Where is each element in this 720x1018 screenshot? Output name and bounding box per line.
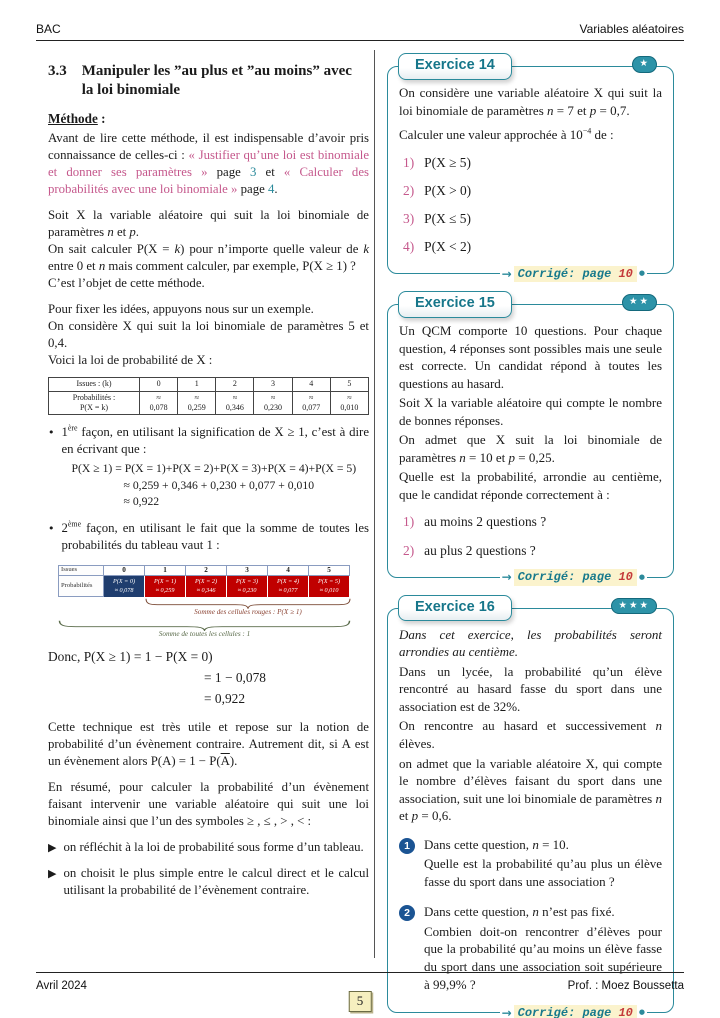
- section-heading: [48, 62, 369, 100]
- arrow-item-2: ▶ on choisit le plus simple entre le calcul direct et le calcul utilisant la probabilité de l’évènement contraire.: [48, 865, 369, 899]
- question-item-1: 1 Dans cette question, n = 10. Quelle est la probabilité qu’au plus un élève fasse du sport dans une association ?: [399, 836, 662, 893]
- exercise-15-title: Exercice 15: [398, 291, 512, 318]
- question-item: 1) au moins 2 questions ?: [403, 514, 547, 530]
- difficulty-stars-icon: ★★★: [611, 598, 657, 615]
- table-row: [49, 391, 369, 415]
- leader-line: [647, 577, 661, 578]
- probability-diagram: [58, 565, 351, 640]
- exercise-16-title: Exercice 16: [398, 595, 512, 622]
- page-footer: [36, 972, 684, 992]
- diagram-cell-blue: P(X = 0) ≈ 0,078: [104, 576, 145, 597]
- table-cell: 2: [216, 378, 254, 391]
- diagram-cell-red: P(X = 2) ≈ 0,346: [186, 576, 227, 597]
- left-column: [48, 50, 369, 958]
- bullet-icon: •: [48, 521, 55, 535]
- question-item: 4) P(X < 2): [403, 238, 472, 254]
- question-item: 2) au plus 2 questions ?: [403, 542, 536, 558]
- triangle-bullet-icon: ▶: [48, 840, 57, 854]
- exercise-14-title: Exercice 14: [398, 53, 512, 80]
- header-left: BAC: [36, 22, 61, 36]
- exercise-paragraph: On considère une variable aléatoire X qui suit la loi binomiale de paramètres n = 7 et p = 0,7.: [399, 85, 662, 118]
- exercise-paragraph: Soit X la variable aléatoire qui compte le nombre de bonnes réponses.: [399, 395, 662, 428]
- underbrace-label-red: Somme des cellules rouges : P(X ≥ 1): [194, 608, 302, 617]
- underbrace-all-cells: [58, 619, 351, 630]
- exercise-paragraph: On rencontre au hasard et successivement n élèves.: [399, 718, 662, 751]
- leader-line: [647, 273, 661, 274]
- table-cell: 5: [330, 378, 368, 391]
- paragraph-group-loi: Soit X la variable aléatoire qui suit la loi binomiale de paramètres n et p. On sait calculer P(X = k) pour n’importe quelle valeur de k entre 0 et n mais comment calculer, par exemple, P(X ≥ 1) ? C’est l’objet de cette méthode.: [48, 208, 370, 291]
- table-cell: 0: [140, 378, 178, 391]
- bullet-icon: •: [48, 426, 55, 440]
- table-cell: ≈ 0,346: [216, 391, 254, 415]
- table-cell: ≈ 0,010: [330, 391, 368, 415]
- corrige-link[interactable]: → Corrigé: page 10 ●: [456, 266, 661, 282]
- dot-icon: ●: [638, 269, 645, 278]
- table-cell: 3: [254, 378, 292, 391]
- paragraph-technique: Cette technique est très utile et repose sur la notion de probabilité d’un évènement contraire. Autrement dit, si A est un évènement alors $P(A) = 1 - P(\overline{A})$.: [48, 719, 369, 768]
- page-number: 5: [349, 991, 372, 1012]
- section-number: 3.3: [48, 63, 67, 79]
- diagram-cell-red: P(X = 5) ≈ 0,010: [309, 576, 350, 597]
- table-cell: Issues : (k): [49, 378, 140, 391]
- leader-line: [456, 577, 500, 578]
- question-item: 1) P(X ≥ 5): [403, 154, 471, 170]
- dot-icon: ●: [638, 1008, 645, 1017]
- paragraph-group-exemple: Pour fixer les idées, appuyons nous sur un exemple. On considère X qui suit la loi binomiale de paramètres 5 et 0,4. Voici la loi de probabilité de X :: [48, 302, 369, 368]
- arrow-icon: →: [501, 1005, 512, 1018]
- leader-line: [647, 1012, 661, 1013]
- question-item: 2) P(X > 0): [403, 182, 472, 198]
- exercise-paragraph: Quelle est la probabilité, arrondie au centième, que le candidat réponde correctement à :: [399, 469, 662, 502]
- exercise-paragraph: Calculer une valeur approchée à $10^{-4}$ de :: [399, 126, 614, 143]
- table-cell: ≈ 0,078: [140, 391, 178, 415]
- diagram-cell-red: P(X = 3) ≈ 0,230: [227, 576, 268, 597]
- exercise-15-box: [387, 295, 674, 585]
- page-header: [36, 22, 684, 41]
- triangle-bullet-icon: ▶: [48, 866, 57, 880]
- exercise-lead-italic: Dans cet exercice, les probabilités seront arrondies au centième.: [399, 626, 662, 660]
- diagram-header-row: Issues 0 1 2 3 4 5: [58, 565, 351, 577]
- conclusion-equation: Donc, P(X ≥ 1) = 1 − P(X = 0) = 1 − 0,078 = 0,922: [48, 649, 266, 706]
- table-cell: ≈ 0,259: [178, 391, 216, 415]
- probability-table: [48, 377, 369, 415]
- arrow-icon: →: [501, 570, 512, 585]
- method-label: Méthode :: [48, 110, 106, 126]
- underbrace-label-all: Somme de toutes les cellules : 1: [158, 629, 251, 638]
- arrow-item-1: ▶ on réfléchit à la loi de probabilité sous forme d’un tableau.: [48, 839, 369, 856]
- table-cell: 4: [292, 378, 330, 391]
- paragraph-resume: En résumé, pour calculer la probabilité d’un évènement faisant intervenir une variable aléatoire qui suit une loi binomiale ainsi que l’un des symboles ≥ , ≤ , > , < :: [48, 779, 369, 828]
- bullet-item-2: • 2ème façon, en utilisant le fait que la somme de toutes les probabilités du tableau vaut 1 :: [48, 520, 369, 554]
- question-item: 3) P(X ≤ 5): [403, 210, 471, 226]
- formula-block: P(X ≥ 1) = P(X = 1)+P(X = 2)+P(X = 3)+P(X = 4)+P(X = 5) ≈ 0,259 + 0,346 + 0,230 + 0,077 + 0,010 ≈ 0,922: [71, 462, 357, 509]
- question-number-badge: 1: [399, 838, 415, 854]
- difficulty-stars-icon: ★: [632, 56, 657, 73]
- exercise-16-box: [387, 598, 674, 1018]
- corrige-link[interactable]: → Corrigé: page 10 ●: [456, 569, 661, 585]
- diagram-cell-red: P(X = 1) ≈ 0,259: [145, 576, 186, 597]
- arrow-icon: →: [501, 266, 512, 281]
- leader-line: [456, 273, 500, 274]
- bullet-item-1: • 1ère façon, en utilisant la signification de X ≥ 1, c’est à dire en écrivant que : P(X ≥ 1) = P(X = 1)+P(X = 2)+P(X = 3)+P(X = 4)+P(X = 5) ≈ 0,259 + 0,346 + 0,230 + 0,077 + 0,010 ≈ 0,922: [48, 424, 369, 510]
- table-cell: ≈ 0,077: [292, 391, 330, 415]
- exercise-paragraph: On admet que X suit la loi binomiale de paramètres n = 10 et p = 0,25.: [399, 432, 662, 465]
- header-right: Variables aléatoires: [579, 22, 684, 36]
- leader-line: [456, 1012, 500, 1013]
- corrige-link[interactable]: → Corrigé: page 10 ●: [456, 1005, 661, 1018]
- footer-author: Prof. : Moez Boussetta: [567, 980, 684, 992]
- diagram-cell-red: P(X = 4) ≈ 0,077: [268, 576, 309, 597]
- table-cell: 1: [178, 378, 216, 391]
- footer-date: Avril 2024: [36, 980, 87, 992]
- table-cell: Probabilités : P(X = k): [49, 391, 140, 415]
- dot-icon: ●: [638, 572, 645, 581]
- difficulty-stars-icon: ★★: [622, 294, 657, 311]
- exercise-paragraph: Dans un lycée, la probabilité qu’un élève rencontré au hasard fasse du sport dans une association est de 32%.: [399, 663, 662, 714]
- question-number-badge: 2: [399, 905, 415, 921]
- method-intro-paragraph: Avant de lire cette méthode, il est indispensable d’avoir pris connaissance de celles-ci : « Justifier qu’une loi est binomiale et donner ses paramètres » page 3 et « Calculer des probabilités avec une loi binomiale » page 4.: [48, 131, 369, 197]
- exercise-paragraph: on admet que la variable aléatoire X, qui compte le nombre d’élèves faisant du sport dans une association, suit une loi binomiale de paramètres n et p = 0,6.: [399, 755, 662, 824]
- exercise-14-box: [387, 57, 674, 281]
- diagram-body-row: Probabilités P(X = 0) ≈ 0,078 P(X = 1) ≈ 0,259 P(X = 2) ≈ 0,346 P(X = 3) ≈ 0,230 P(X = 4) ≈ 0,077 P(X = 5) ≈ 0,010: [58, 576, 351, 597]
- exercise-paragraph: Un QCM comporte 10 questions. Pour chaque question, 4 réponses sont possibles mais une seule est correcte. Un candidat répond à toutes les questions au hasard.: [399, 323, 662, 391]
- question-item-2: 2 Dans cette question, n n’est pas fixé. Combien doit-on rencontrer d’élèves pour que la probabilité qu’au moins un élève fasse du sport dans une association soit supérieure à 99,9% ?: [399, 903, 662, 995]
- table-row: [49, 378, 369, 391]
- section-title: Manipuler les ”au plus et ”au moins” avec la loi binomiale: [81, 63, 352, 98]
- underbrace-red-cells: [145, 597, 351, 608]
- table-cell: ≈ 0,230: [254, 391, 292, 415]
